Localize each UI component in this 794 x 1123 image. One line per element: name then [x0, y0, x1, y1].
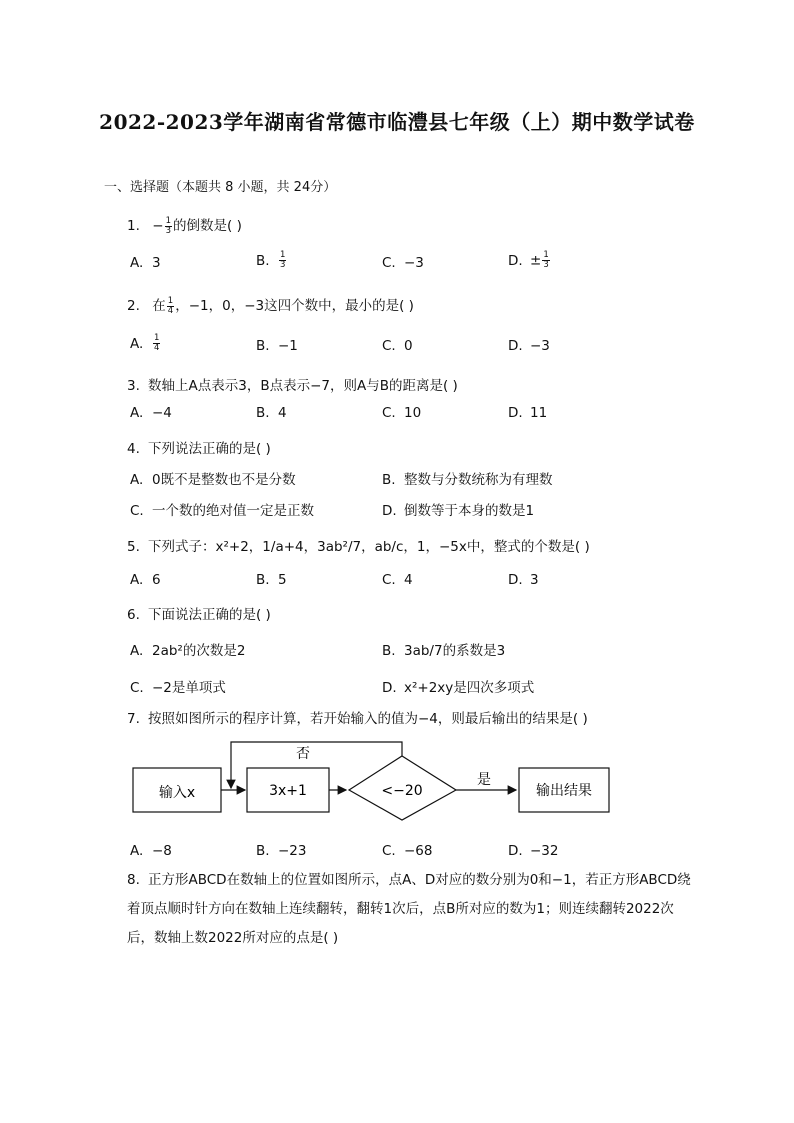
option-a[interactable]: A. 2ab²的次数是2 — [130, 643, 246, 659]
question-text: 下面说法正确的是( ) — [148, 607, 271, 623]
question-number: 2. — [127, 298, 140, 314]
option-c[interactable]: C. −3 — [382, 255, 424, 271]
question-number: 8. — [127, 872, 140, 888]
question-text-pre: − — [152, 218, 164, 234]
option-d[interactable]: D. 11 — [508, 405, 548, 421]
question-text: 下列说法正确的是( ) — [148, 441, 271, 457]
question-text-post: 的倒数是( ) — [173, 218, 242, 234]
yes-label: 是 — [477, 772, 491, 788]
question-5 — [127, 535, 590, 555]
option-c[interactable]: C. 10 — [382, 405, 422, 421]
no-label: 否 — [296, 746, 310, 762]
question-2: 2. 在 $\frac{1}{4}$ ，−1，0，−3这四个数中，最小的是( ) — [127, 295, 414, 316]
calc-label: 3x+1 — [269, 783, 307, 799]
option-b[interactable]: B. −23 — [256, 843, 307, 859]
question-1 — [127, 214, 242, 236]
section-heading: 一、选择题（本题共 8 小题，共 24分） — [104, 180, 337, 195]
question-number: 5. — [127, 539, 140, 555]
option-c[interactable]: C. −68 — [382, 843, 433, 859]
question-text: 下列式子：x²+2，1/a+4，3ab²/7，ab/c，1，−5x中，整式的个数是( ) — [148, 539, 590, 555]
option-c[interactable]: C. −2是单项式 — [130, 680, 226, 696]
option-d[interactable]: D. −3 — [508, 338, 550, 354]
option-d[interactable]: D. 3 — [508, 572, 539, 588]
question-text: 正方形ABCD在数轴上的位置如图所示，点A、D对应的数分别为0和−1，若正方形ABCD绕着顶点顺时针方向在数轴上连续翻转，翻转1次后，点B所对应的数为1；则连续翻转2022次后，数轴上数2022所对应的点是( ) — [127, 872, 691, 946]
question-text: 按照如图所示的程序计算，若开始输入的值为−4，则最后输出的结果是( ) — [148, 711, 588, 727]
fraction: $\frac{1}{3}$ — [165, 215, 172, 236]
option-b[interactable]: B. 整数与分数统称为有理数 — [382, 472, 553, 488]
question-number: 7. — [127, 711, 140, 727]
option-b[interactable]: B. $\frac{1}{3}$ — [256, 250, 286, 270]
option-b[interactable]: B. −1 — [256, 338, 298, 354]
arrow-no-loop — [231, 742, 402, 788]
option-a[interactable]: A. 3 — [130, 255, 161, 271]
question-4 — [127, 437, 271, 457]
question-7 — [127, 707, 588, 727]
question-text: 数轴上A点表示3，B点表示−7，则A与B的距离是( ) — [148, 378, 458, 394]
output-label: 输出结果 — [536, 783, 592, 799]
option-b[interactable]: B. 3ab/7的系数是3 — [382, 643, 506, 659]
question-6 — [127, 603, 271, 623]
option-d[interactable]: D. 倒数等于本身的数是1 — [382, 503, 535, 519]
option-c[interactable]: C. 一个数的绝对值一定是正数 — [130, 503, 314, 519]
fraction: $\frac{1}{4}$ — [167, 295, 174, 316]
input-label: 输入x — [158, 785, 196, 801]
option-c[interactable]: C. 4 — [382, 572, 413, 588]
question-3 — [127, 374, 458, 394]
condition-label: <−20 — [381, 783, 423, 799]
option-b[interactable]: B. 5 — [256, 572, 287, 588]
question-number: 4. — [127, 441, 140, 457]
option-a[interactable]: A. −8 — [130, 843, 172, 859]
option-d[interactable]: D. x²+2xy是四次多项式 — [382, 680, 535, 696]
question-number: 6. — [127, 607, 140, 623]
option-a[interactable]: A. $\frac{1}{4}$ — [130, 333, 160, 353]
option-b[interactable]: B. 4 — [256, 405, 287, 421]
option-a[interactable]: A. −4 — [130, 405, 172, 421]
option-d[interactable]: D. ± $\frac{1}{3}$ — [508, 250, 549, 270]
flowchart-diagram — [128, 736, 618, 826]
page-title: 2022-2023学年湖南省常德市临澧县七年级（上）期中数学试卷 — [99, 110, 695, 134]
option-a[interactable]: A. 0既不是整数也不是分数 — [130, 472, 296, 488]
option-a[interactable]: A. 6 — [130, 572, 161, 588]
question-number: 3. — [127, 378, 140, 394]
question-8 — [127, 866, 697, 953]
option-d[interactable]: D. −32 — [508, 843, 559, 859]
option-c[interactable]: C. 0 — [382, 338, 413, 354]
question-number: 1. — [127, 218, 140, 234]
